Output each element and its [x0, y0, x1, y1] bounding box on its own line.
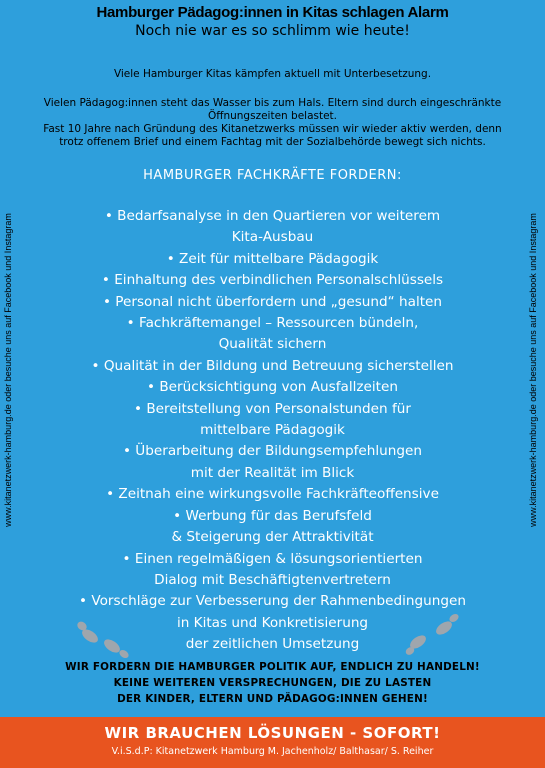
page-title: Hamburger Pädagog:innen in Kitas schlagen Alarm — [96, 4, 449, 21]
website-link-left[interactable]: www.kitanetzwerk-hamburg.de oder besuche uns auf Facebook und Instagram — [3, 213, 13, 527]
banner-headline: WIR BRAUCHEN LÖSUNGEN - SOFORT! — [104, 724, 441, 742]
page-subtitle: Noch nie war es so schlimm wie heute! — [135, 23, 410, 39]
demand-line: • Berücksichtigung von Ausfallzeiten — [147, 379, 398, 396]
demand-line: • Bereitstellung von Personalstunden für — [134, 400, 411, 417]
demand-line: Kita-Ausbau — [231, 229, 314, 246]
demand-line: • Fachkräftemangel – Ressourcen bündeln, — [126, 315, 419, 332]
footprints-icon — [404, 612, 462, 656]
demands-list — [0, 206, 545, 656]
intro-paragraph-line: Öffnungszeiten belastet. — [207, 110, 338, 122]
demand-line: • Einhaltung des verbindlichen Personalschlüssels — [101, 272, 444, 289]
intro-line: Viele Hamburger Kitas kämpfen aktuell mit Unterbesetzung. — [113, 68, 432, 80]
call-line: KEINE WEITEREN VERSPRECHUNGEN, DIE ZU LASTEN — [113, 677, 432, 689]
demand-line: • Werbung für das Berufsfeld — [173, 507, 372, 524]
side-text-left — [3, 120, 17, 640]
demand-line: der zeitlichen Umsetzung — [185, 636, 360, 653]
intro-paragraph-line: Vielen Pädagog:innen steht das Wasser bis zum Hals. Eltern sind durch eingeschränkte — [43, 97, 502, 109]
demand-line: Qualität sichern — [218, 336, 327, 353]
demands-heading: HAMBURGER FACHKRÄFTE FORDERN: — [143, 168, 402, 183]
demand-line: • Personal nicht überfordern und „gesund“ halten — [102, 293, 443, 310]
demand-line: • Bedarfsanalyse in den Quartieren vor weiterem — [104, 208, 441, 224]
demand-line: • Zeit für mittelbare Pädagogik — [166, 250, 379, 267]
side-text-right — [528, 120, 542, 640]
intro-paragraph-line: Fast 10 Jahre nach Gründung des Kitanetzwerks müssen wir wieder aktiv werden, denn — [43, 123, 502, 135]
call-line: DER KINDER, ELTERN UND PÄDAGOG:INNEN GEHEN! — [117, 693, 428, 705]
intro-paragraph-line: trotz offenem Brief und einem Fachtag mit der Sozialbehörde bewegt sich nichts. — [59, 136, 486, 148]
demand-line: • Vorschläge zur Verbesserung der Rahmenbedingungen — [79, 593, 466, 610]
demand-line: • Einen regelmäßigen & lösungsorientierten — [122, 550, 423, 567]
footprints-icon — [74, 614, 132, 658]
demand-line: • Überarbeitung der Bildungsempfehlungen — [122, 443, 423, 460]
imprint-text: V.i.S.d.P: Kitanetzwerk Hamburg M. Jachenholz/ Balthasar/ S. Reiher — [111, 746, 434, 757]
call-to-action — [0, 659, 545, 707]
header — [0, 0, 545, 39]
intro-paragraph — [0, 97, 545, 149]
website-link-right[interactable]: www.kitanetzwerk-hamburg.de oder besuche uns auf Facebook und Instagram — [528, 213, 538, 527]
demand-line: • Qualität in der Bildung und Betreuung sicherstellen — [91, 357, 454, 374]
footer-banner — [0, 717, 545, 768]
demand-line: • Zeitnah eine wirkungsvolle Fachkräfteoffensive — [106, 486, 439, 503]
demand-line: mittelbare Pädagogik — [200, 422, 345, 439]
demand-line: in Kitas und Konkretisierung — [176, 614, 369, 631]
demand-line: Dialog mit Beschäftigtenvertretern — [154, 571, 391, 588]
call-line: WIR FORDERN DIE HAMBURGER POLITIK AUF, ENDLICH ZU HANDELN! — [65, 661, 480, 673]
demand-line: & Steigerung der Attraktivität — [171, 529, 374, 546]
demand-line: mit der Realität im Blick — [190, 464, 355, 481]
